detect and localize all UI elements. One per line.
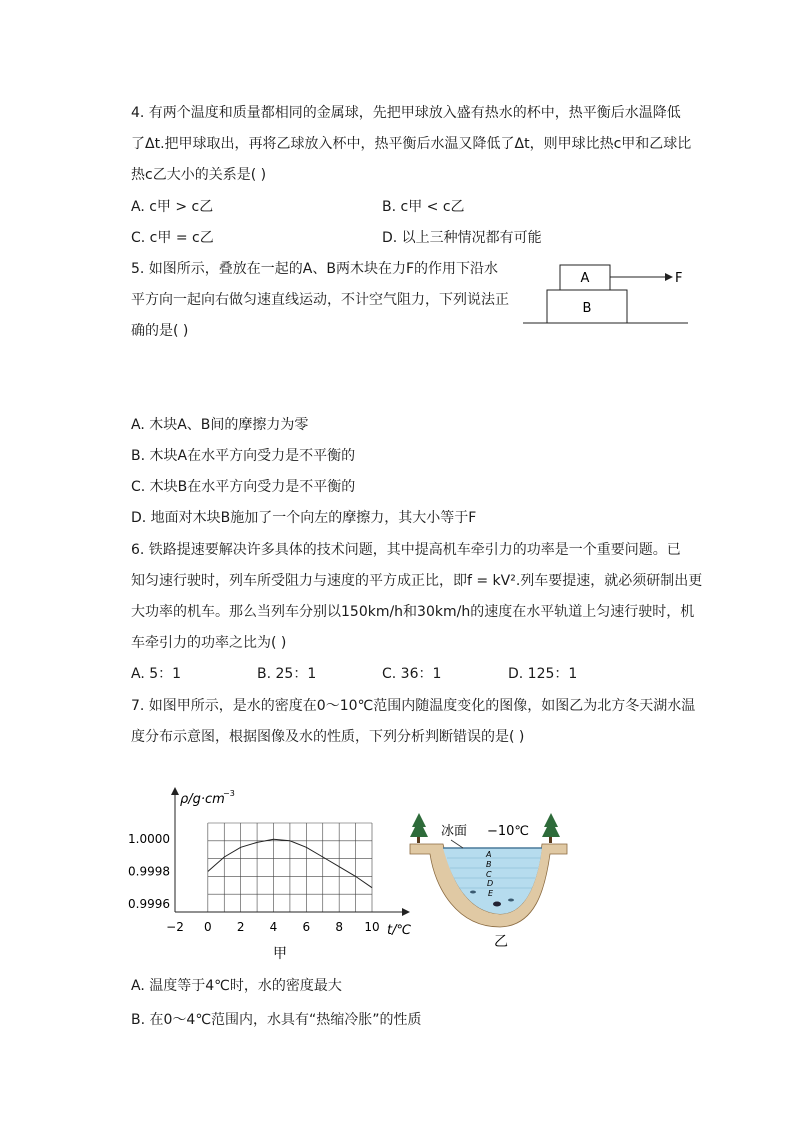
q4-line-3: 热c乙大小的关系是( ) bbox=[131, 167, 267, 183]
x-tick-label: −2 bbox=[166, 920, 184, 934]
tree-icon-left bbox=[410, 813, 428, 843]
y-tick-label: 1.0000 bbox=[128, 832, 170, 847]
q5-line-3: 确的是( ) bbox=[131, 323, 189, 339]
layer-label-d: D bbox=[487, 879, 494, 888]
layer-label-c: C bbox=[486, 870, 492, 879]
q5-option-a[interactable]: A. 木块A、B间的摩擦力为零 bbox=[131, 417, 309, 433]
y-tick-label: 0.9998 bbox=[128, 864, 170, 879]
q4-option-b[interactable]: B. c甲 < c乙 bbox=[382, 199, 465, 215]
q6-option-a[interactable]: A. 5：1 bbox=[131, 666, 182, 682]
block-a-label: A bbox=[580, 271, 590, 286]
x-tick-label: 8 bbox=[335, 920, 343, 934]
q5-option-d[interactable]: D. 地面对木块B施加了一个向左的摩擦力，其大小等于F bbox=[131, 510, 477, 526]
blocks-figure bbox=[520, 260, 700, 330]
layer-label-e: E bbox=[488, 889, 494, 898]
lake-diagram bbox=[405, 810, 570, 950]
fish-icon bbox=[470, 891, 476, 894]
x-tick-label: 4 bbox=[269, 920, 278, 934]
q6-line-1: 6. 铁路提速要解决许多具体的技术问题，其中提高机车牵引力的功率是一个重要问题。已 bbox=[131, 542, 681, 558]
layer-label-a: A bbox=[486, 850, 492, 859]
q4-option-c[interactable]: C. c甲 = c乙 bbox=[131, 230, 214, 246]
tree-icon-right bbox=[542, 813, 560, 843]
force-arrowhead bbox=[665, 273, 673, 281]
force-label: F bbox=[675, 271, 683, 286]
fish-icon bbox=[508, 899, 514, 902]
q6-option-d[interactable]: D. 125：1 bbox=[508, 666, 578, 682]
q6-option-c[interactable]: C. 36：1 bbox=[382, 666, 442, 682]
block-b-label: B bbox=[582, 301, 592, 316]
q5-line-2: 平方向一起向右做匀速直线运动，不计空气阻力，下列说法正 bbox=[131, 292, 509, 308]
chart-grid bbox=[208, 823, 372, 912]
chart-ylabel-exponent: −3 bbox=[223, 789, 235, 798]
ice-pointer bbox=[451, 840, 463, 848]
x-tick-label: 2 bbox=[236, 920, 245, 934]
q7-line-1: 7. 如图甲所示，是水的密度在0～10℃范围内随温度变化的图像，如图乙为北方冬天湖水温 bbox=[131, 698, 696, 714]
y-tick-label: 0.9996 bbox=[128, 896, 170, 911]
q4-option-d[interactable]: D. 以上三种情况都有可能 bbox=[382, 230, 542, 246]
q4-line-2: 了Δt.把甲球取出，再将乙球放入杯中，热平衡后水温又降低了Δt，则甲球比热c甲和乙球比 bbox=[131, 136, 692, 152]
q4-option-a[interactable]: A. c甲 > c乙 bbox=[131, 199, 214, 215]
fish-icon bbox=[493, 902, 501, 907]
q6-line-4: 车牵引力的功率之比为( ) bbox=[131, 635, 287, 651]
x-tick-label: 10 bbox=[364, 920, 380, 934]
q6-line-3: 大功率的机车。那么当列车分别以150km/h和30km/h的速度在水平轨道上匀速行驶时，机 bbox=[131, 604, 695, 620]
q6-option-b[interactable]: B. 25：1 bbox=[257, 666, 317, 682]
q5-line-1: 5. 如图所示，叠放在一起的A、B两木块在力F的作用下沿水 bbox=[131, 261, 499, 277]
x-tick-label: 6 bbox=[302, 920, 311, 934]
ice-label: 冰面 bbox=[441, 824, 468, 839]
layer-label-b: B bbox=[486, 860, 492, 869]
chart-xlabel: t/℃ bbox=[387, 923, 412, 938]
y-axis-arrow bbox=[171, 787, 179, 795]
density-chart bbox=[120, 785, 420, 965]
q7-line-2: 度分布示意图，根据图像及水的性质，下列分析判断错误的是( ) bbox=[131, 729, 525, 745]
q5-option-b[interactable]: B. 木块A在水平方向受力是不平衡的 bbox=[131, 448, 356, 464]
q6-line-2: 知匀速行驶时，列车所受阻力与速度的平方成正比，即f = kV².列车要提速，就必须研制出更 bbox=[131, 573, 703, 589]
lake-caption: 乙 bbox=[494, 934, 508, 950]
temperature-label: −10℃ bbox=[487, 824, 530, 839]
q7-option-a[interactable]: A. 温度等于4℃时，水的密度最大 bbox=[131, 978, 342, 994]
q5-option-c[interactable]: C. 木块B在水平方向受力是不平衡的 bbox=[131, 479, 356, 495]
q4-line-1: 4. 有两个温度和质量都相同的金属球，先把甲球放入盛有热水的杯中，热平衡后水温降低 bbox=[131, 105, 681, 121]
x-tick-label: 0 bbox=[204, 920, 212, 934]
q7-option-b[interactable]: B. 在0～4℃范围内，水具有“热缩冷胀”的性质 bbox=[131, 1012, 422, 1028]
chart-caption: 甲 bbox=[273, 946, 287, 962]
chart-ylabel: ρ/g·cm bbox=[180, 792, 225, 807]
